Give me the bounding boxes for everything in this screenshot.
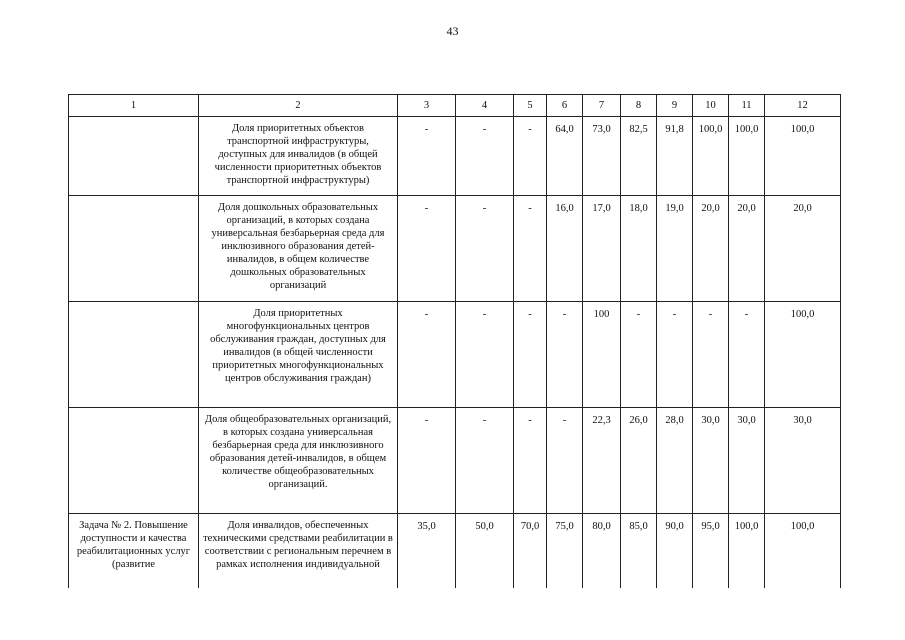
table-row — [69, 117, 841, 196]
indicator-description: Доля приоритетных многофункциональных центров обслуживания граждан, доступных для инвалидов (в общей численности приоритетных многофункциональных центров обслуживания граждан) — [199, 302, 398, 408]
header-cell: 1 — [69, 95, 199, 117]
value-cell: 20,0 — [765, 196, 841, 302]
task-cell — [69, 117, 199, 196]
value-cell: 18,0 — [621, 196, 657, 302]
header-cell: 9 — [657, 95, 693, 117]
value-cell: - — [693, 302, 729, 408]
table-row — [69, 196, 841, 302]
table-row — [69, 514, 841, 588]
task-cell — [69, 302, 199, 408]
value-cell: - — [456, 302, 514, 408]
table-row — [69, 408, 841, 514]
header-cell: 3 — [398, 95, 456, 117]
header-cell: 2 — [199, 95, 398, 117]
value-cell: 90,0 — [657, 514, 693, 588]
value-cell: 95,0 — [693, 514, 729, 588]
value-cell: - — [398, 196, 456, 302]
value-cell: - — [514, 117, 547, 196]
value-cell: 82,5 — [621, 117, 657, 196]
header-row — [69, 95, 841, 117]
task-cell — [69, 196, 199, 302]
value-cell: 85,0 — [621, 514, 657, 588]
value-cell: 91,8 — [657, 117, 693, 196]
value-cell: 20,0 — [693, 196, 729, 302]
header-cell: 5 — [514, 95, 547, 117]
value-cell: 100,0 — [765, 302, 841, 408]
value-cell: 30,0 — [729, 408, 765, 514]
value-cell: - — [456, 408, 514, 514]
value-cell: 100,0 — [693, 117, 729, 196]
indicator-description: Доля инвалидов, обеспеченных техническими средствами реабилитации в соответствии с региональным перечнем в рамках исполнения индивидуальной — [199, 514, 398, 588]
value-cell: 30,0 — [693, 408, 729, 514]
value-cell: - — [514, 302, 547, 408]
value-cell: 50,0 — [456, 514, 514, 588]
value-cell: 75,0 — [547, 514, 583, 588]
value-cell: - — [547, 302, 583, 408]
indicator-description: Доля приоритетных объектов транспортной инфраструктуры, доступных для инвалидов (в общей численности приоритетных объектов транспортной инфраструктуры) — [199, 117, 398, 196]
value-cell: 100,0 — [765, 117, 841, 196]
value-cell: - — [398, 408, 456, 514]
value-cell: - — [547, 408, 583, 514]
indicator-description: Доля дошкольных образовательных организаций, в которых создана универсальная безбарьерная среда для инклюзивного образования детей-инвалидов, в общем количестве дошкольных образовательных организаций — [199, 196, 398, 302]
value-cell: - — [729, 302, 765, 408]
indicator-description: Доля общеобразовательных организаций, в которых создана универсальная безбарьерная среда для инклюзивного образования детей-инвалидов, в общем количестве общеобразовательных организаций. — [199, 408, 398, 514]
value-cell: 64,0 — [547, 117, 583, 196]
indicators-table — [68, 94, 841, 588]
value-cell: 100,0 — [765, 514, 841, 588]
value-cell: 100 — [583, 302, 621, 408]
header-cell: 11 — [729, 95, 765, 117]
header-cell: 10 — [693, 95, 729, 117]
header-cell: 6 — [547, 95, 583, 117]
value-cell: - — [514, 408, 547, 514]
value-cell: 28,0 — [657, 408, 693, 514]
value-cell: 16,0 — [547, 196, 583, 302]
header-cell: 12 — [765, 95, 841, 117]
task-cell: Задача № 2. Повышение доступности и качества реабилитационных услуг (развитие — [69, 514, 199, 588]
task-cell — [69, 408, 199, 514]
value-cell: 35,0 — [398, 514, 456, 588]
value-cell: 70,0 — [514, 514, 547, 588]
value-cell: - — [621, 302, 657, 408]
value-cell: 100,0 — [729, 117, 765, 196]
value-cell: 26,0 — [621, 408, 657, 514]
table-row — [69, 302, 841, 408]
header-cell: 7 — [583, 95, 621, 117]
value-cell: - — [398, 302, 456, 408]
value-cell: 80,0 — [583, 514, 621, 588]
header-cell: 8 — [621, 95, 657, 117]
value-cell: 30,0 — [765, 408, 841, 514]
value-cell: 100,0 — [729, 514, 765, 588]
value-cell: - — [514, 196, 547, 302]
value-cell: 17,0 — [583, 196, 621, 302]
header-cell: 4 — [456, 95, 514, 117]
value-cell: - — [456, 117, 514, 196]
page-number: 43 — [446, 24, 459, 38]
value-cell: 20,0 — [729, 196, 765, 302]
value-cell: 73,0 — [583, 117, 621, 196]
value-cell: - — [398, 117, 456, 196]
value-cell: 19,0 — [657, 196, 693, 302]
value-cell: - — [456, 196, 514, 302]
value-cell: - — [657, 302, 693, 408]
value-cell: 22,3 — [583, 408, 621, 514]
